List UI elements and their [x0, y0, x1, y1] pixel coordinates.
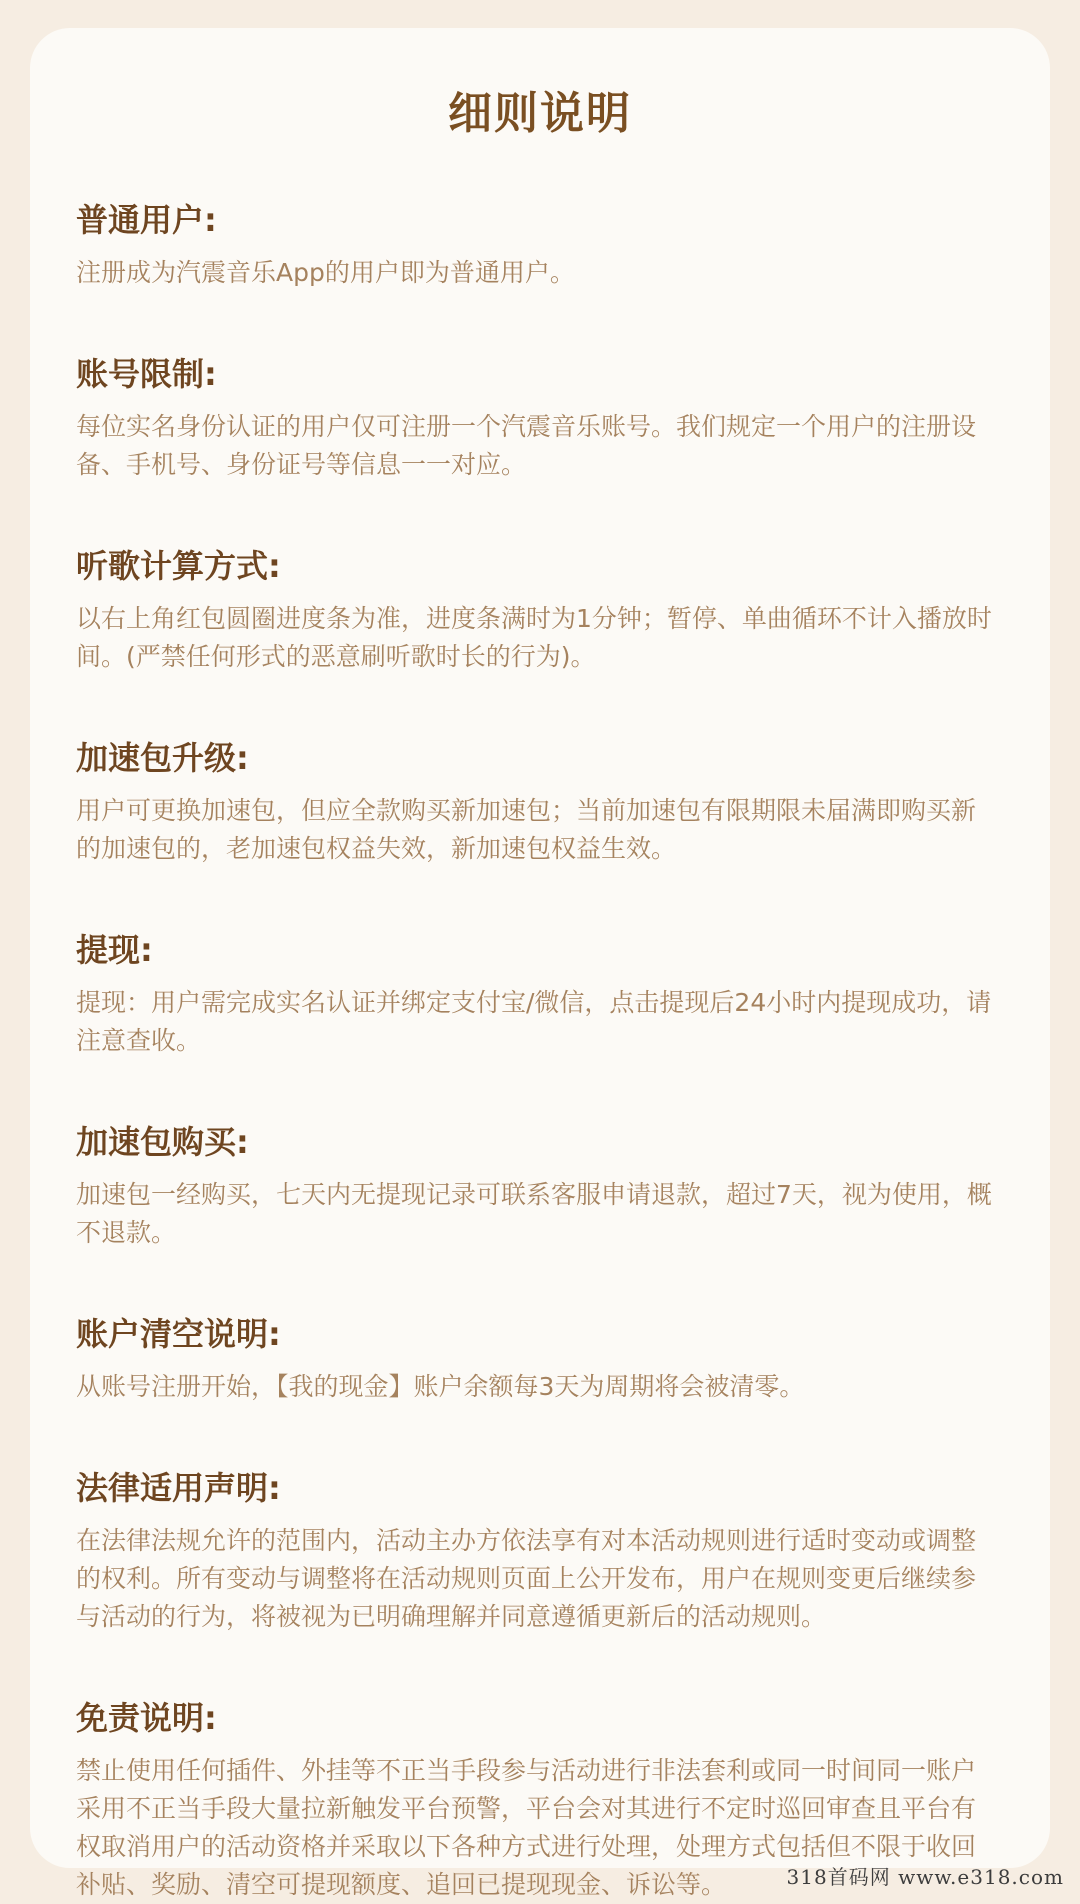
section-body: 用户可更换加速包，但应全款购买新加速包；当前加速包有限期限未届满即购买新的加速包的，老加速包权益失效，新加速包权益生效。	[76, 796, 977, 863]
section-legal	[76, 1456, 1004, 1636]
section-heading: 提现:	[76, 931, 153, 969]
section-body: 每位实名身份认证的用户仅可注册一个汽震音乐账号。我们规定一个用户的注册设备、手机号、身份证号等信息一一对应。	[76, 412, 977, 479]
section-listening-calc	[76, 534, 1004, 676]
section-heading: 账号限制:	[76, 355, 217, 393]
page-title: 细则说明	[448, 88, 632, 139]
section-boost-upgrade	[76, 726, 1004, 868]
section-body: 禁止使用任何插件、外挂等不正当手段参与活动进行非法套利或同一时间同一账户采用不正当手段大量拉新触发平台预警，平台会对其进行不定时巡回审查且平台有权取消用户的活动资格并采取以下各种方式进行处理，处理方式包括但不限于收回补贴、奖励、清空可提现额度、追回已提现现金、诉讼等。	[76, 1756, 977, 1899]
section-heading: 加速包升级:	[76, 739, 249, 777]
section-heading: 法律适用声明:	[76, 1469, 281, 1507]
section-account-clear	[76, 1302, 1004, 1406]
section-body: 在法律法规允许的范围内，活动主办方依法享有对本活动规则进行适时变动或调整的权利。所有变动与调整将在活动规则页面上公开发布，用户在规则变更后继续参与活动的行为，将被视为已明确理解并同意遵循更新后的活动规则。	[76, 1526, 977, 1631]
section-heading: 普通用户:	[76, 201, 217, 239]
section-body: 提现：用户需完成实名认证并绑定支付宝/微信，点击提现后24小时内提现成功，请注意查收。	[76, 988, 992, 1055]
section-withdraw	[76, 918, 1004, 1060]
section-body: 注册成为汽震音乐App的用户即为普通用户。	[76, 258, 575, 287]
section-regular-user	[76, 188, 1004, 292]
section-body: 加速包一经购买，七天内无提现记录可联系客服申请退款，超过7天，视为使用，概不退款。	[76, 1180, 992, 1247]
section-account-limit	[76, 342, 1004, 484]
section-body: 以右上角红包圆圈进度条为准，进度条满时为1分钟；暂停、单曲循环不计入播放时间。(严禁任何形式的恶意刷听歌时长的行为)。	[76, 604, 992, 671]
section-heading: 账户清空说明:	[76, 1315, 281, 1353]
section-heading: 听歌计算方式:	[76, 547, 281, 585]
section-body: 从账号注册开始，【我的现金】账户余额每3天为周期将会被清零。	[76, 1372, 805, 1401]
section-boost-purchase	[76, 1110, 1004, 1252]
watermark: 318首码网 www.e318.com	[786, 1865, 1064, 1889]
section-heading: 免责说明:	[76, 1699, 217, 1737]
section-heading: 加速包购买:	[76, 1123, 249, 1161]
